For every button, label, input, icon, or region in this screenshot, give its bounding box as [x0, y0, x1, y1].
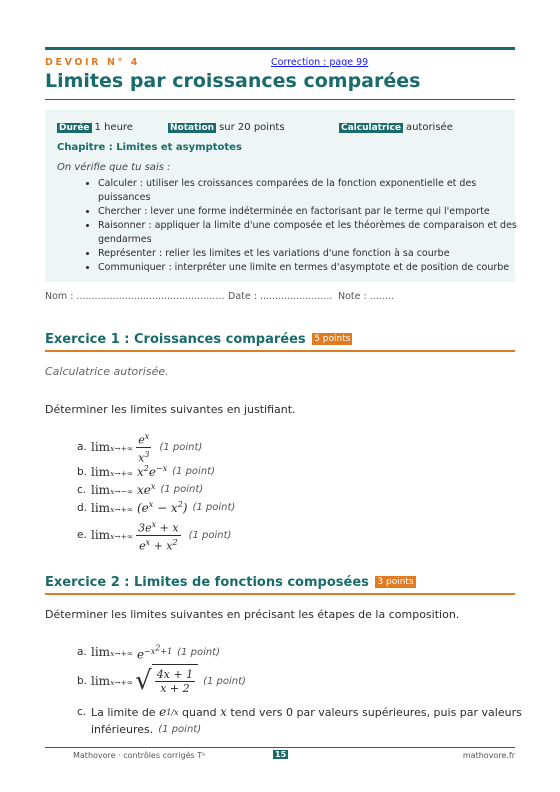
- exercise-2-item-a: [77, 643, 220, 662]
- title-rule: [45, 99, 515, 100]
- skill-item: • Raisonner : appliquer la limite d'une composée et les théorèmes de comparaison et des gendarmes: [98, 219, 518, 247]
- exercise-1-item-b: [77, 464, 215, 479]
- exercise-2-points-badge: 3 points: [377, 577, 414, 587]
- exercise-1-title: [45, 332, 352, 347]
- limit-expression: lim x→+∞ $(e^x - x^2)$: [91, 500, 188, 515]
- item-label: c.: [77, 706, 87, 718]
- exercise-1-item-d: [77, 500, 235, 515]
- exercise-1-item-c: [77, 482, 203, 497]
- correction-link[interactable]: Correction : page 99: [271, 57, 369, 68]
- limit-expression: lim x→+∞ $\frac{3e^x + x}{e^x + x^2}$: [91, 520, 179, 553]
- exercise-2-item-b: [77, 664, 246, 698]
- limit-expression: lim x→+∞ √ $\frac{4x + 1}{x + 2}$: [91, 664, 198, 698]
- devoir-label: DEVOIR N° 4: [45, 57, 141, 68]
- exercise-1-points-badge: 5 points: [314, 334, 351, 344]
- item-points: (1 point): [158, 724, 202, 735]
- exercise-1-item-a: [77, 430, 202, 464]
- exercise-1-note: Calculatrice autorisée.: [45, 365, 169, 378]
- meta-calculatrice: [339, 122, 453, 133]
- item-label: b.: [77, 675, 88, 687]
- skill-item: • Représenter : relier les limites et les variations d'une fonction à sa courbe: [98, 247, 518, 261]
- item-text: inférieures.: [91, 723, 154, 736]
- footer-right: mathovore.fr: [462, 751, 515, 760]
- date-field: Date : ........................: [228, 291, 333, 302]
- item-label: e.: [77, 529, 87, 542]
- meta-duree: [57, 122, 133, 133]
- skill-item: • Communiquer : interpréter une limite en termes d'asymptote et de position de courbe: [98, 261, 518, 275]
- chapter-title: Chapitre : Limites et asymptotes: [57, 142, 242, 153]
- exercise-2-title: [45, 575, 416, 590]
- exercise-1-rule: [45, 350, 515, 352]
- exercise-2-item-c: [77, 705, 522, 719]
- calculatrice-tag: Calculatrice: [341, 123, 401, 133]
- item-text: La limite de: [91, 705, 156, 719]
- exercise-2-title-text: Exercice 2 : Limites de fonctions composées: [45, 575, 369, 590]
- page-number: 15: [275, 750, 287, 759]
- note-field: Note : ........: [338, 291, 394, 302]
- item-points: (1 point): [188, 529, 232, 541]
- item-points: (1 point): [203, 675, 246, 687]
- skills-list: [86, 177, 518, 275]
- duree-value: 1 heure: [94, 122, 133, 133]
- calculatrice-value: autorisée: [405, 122, 453, 133]
- item-label: a.: [77, 646, 87, 659]
- item-text: quand: [181, 705, 217, 719]
- exercise-2-instruction: Déterminer les limites suivantes en précisant les étapes de la composition.: [45, 608, 460, 621]
- footer-left: Mathovore · contrôles corrigés Tᵉ: [73, 751, 206, 760]
- notation-tag: Notation: [170, 123, 215, 133]
- skill-item: • Calculer : utiliser les croissances comparées de la fonction exponentielle et des puissances: [98, 177, 518, 205]
- exercise-2-rule: [45, 593, 515, 595]
- page-title: Limites par croissances comparées: [45, 70, 421, 92]
- exercise-1-instruction: Déterminer les limites suivantes en justifiant.: [45, 403, 296, 416]
- item-points: (1 point): [192, 502, 236, 513]
- item-label: c.: [77, 483, 87, 496]
- item-text: tend vers 0 par valeurs supérieures, puis par valeurs: [230, 705, 522, 719]
- limit-expression: lim x→−∞ $xe^x$: [91, 482, 156, 497]
- exercise-1-item-e: [77, 518, 231, 552]
- exercise-1-title-text: Exercice 1 : Croissances comparées: [45, 332, 306, 347]
- verify-intro: On vérifie que tu sais :: [57, 162, 171, 173]
- item-points: (1 point): [177, 646, 221, 658]
- item-points: (1 point): [172, 466, 215, 477]
- variable-x: x: [220, 705, 227, 719]
- item-points: (1 point): [160, 484, 204, 495]
- limit-expression: lim x→+∞ $x^2e^{-x}$: [91, 464, 168, 479]
- exp-expression: e 1/x: [159, 705, 179, 719]
- header-rule: [45, 47, 515, 50]
- limit-expression: lim x→+∞ $e^{-x^2+1}$: [91, 643, 173, 662]
- item-label: a.: [77, 441, 87, 454]
- notation-value: sur 20 points: [219, 122, 285, 133]
- nom-field: Nom : .................................................: [45, 291, 225, 302]
- meta-notation: [168, 122, 285, 133]
- item-label: d.: [77, 501, 88, 514]
- limit-expression: lim x→+∞ $\frac{e^x}{x^3}$: [91, 432, 150, 465]
- skill-item: • Chercher : lever une forme indéterminée en factorisant par le terme qui l'emporte: [98, 205, 518, 219]
- footer-rule: [45, 747, 515, 748]
- duree-tag: Durée: [59, 123, 90, 133]
- item-label: b.: [77, 465, 88, 478]
- exercise-2-item-c-cont: [91, 723, 201, 736]
- item-points: (1 point): [159, 441, 203, 453]
